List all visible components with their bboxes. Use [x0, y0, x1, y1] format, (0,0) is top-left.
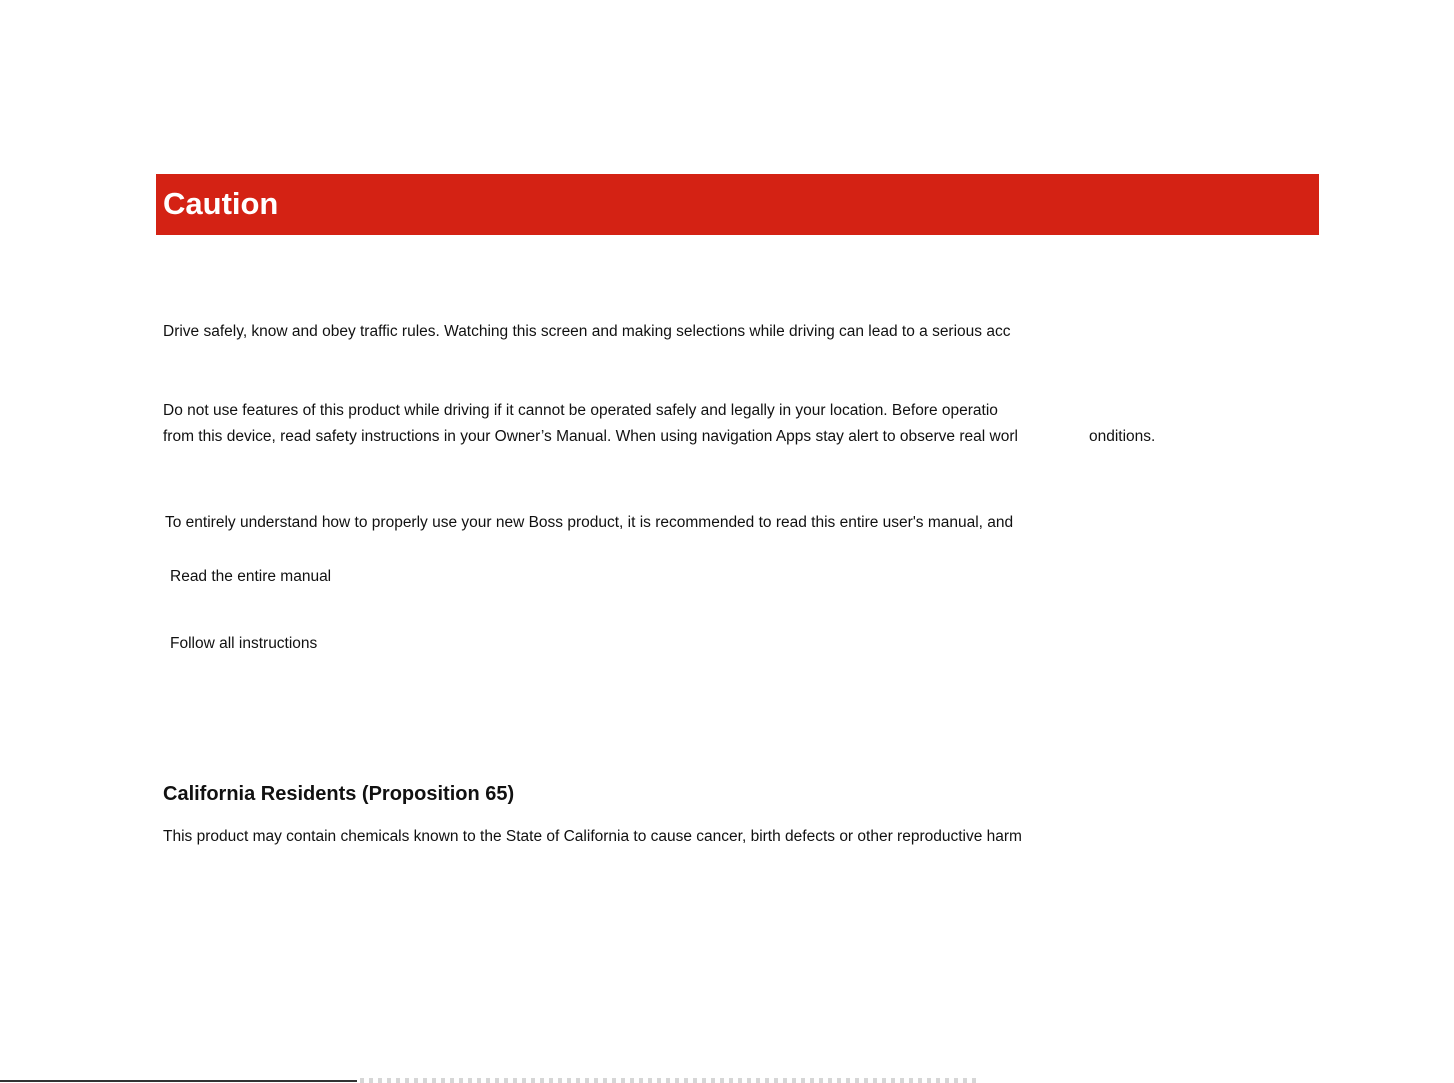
- safety-paragraph-2-line-1: Do not use features of this product while driving if it cannot be operated safely and legally in your location. Before operatio: [163, 402, 998, 419]
- safety-paragraph-3: To entirely understand how to properly use your new Boss product, it is recommended to read this entire user's manual, and: [165, 514, 1014, 531]
- caution-banner: [156, 174, 1319, 235]
- safety-paragraph-2-line-2: from this device, read safety instructions in your Owner’s Manual. When using navigation Apps stay alert to observe real worl: [163, 428, 1018, 445]
- list-item-read-manual: Read the entire manual: [170, 568, 332, 585]
- prop65-heading: California Residents (Proposition 65): [163, 783, 515, 805]
- safety-paragraph-2-line-2-end: onditions.: [1089, 428, 1156, 445]
- footnote-divider: [0, 1080, 357, 1082]
- safety-paragraph-1: Drive safely, know and obey traffic rules. Watching this screen and making selections while driving can lead to a serious acc: [163, 323, 1011, 340]
- cropped-footnote-text: [360, 1078, 980, 1083]
- prop65-text: This product may contain chemicals known to the State of California to cause cancer, birth defects or other reproductive harm: [163, 828, 1022, 845]
- caution-title: Caution: [163, 186, 279, 221]
- list-item-follow-instructions: Follow all instructions: [170, 635, 318, 652]
